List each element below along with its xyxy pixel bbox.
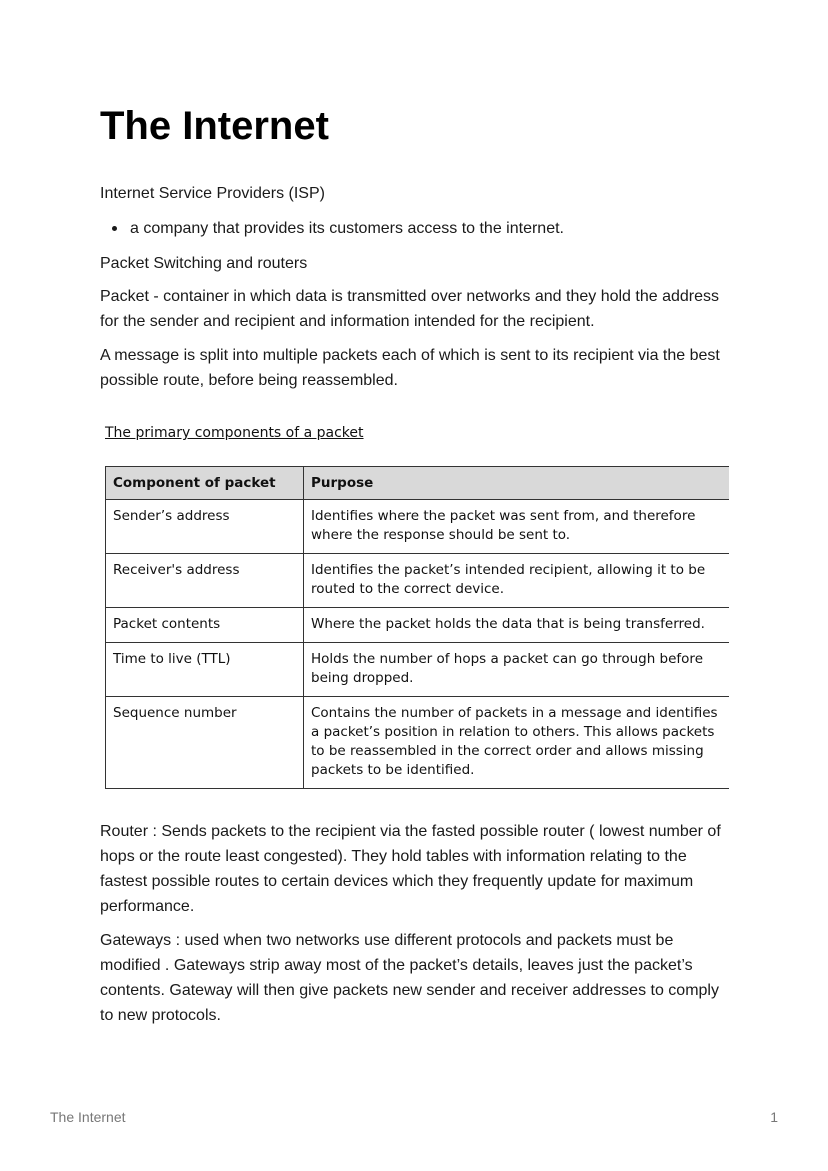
- cell-purpose: Where the packet holds the data that is being transferred.: [304, 608, 730, 643]
- isp-bullet-list: [110, 216, 730, 241]
- table-caption: The primary components of a packet: [105, 425, 364, 441]
- cell-component: Receiver's address: [106, 554, 304, 608]
- footer-title: The Internet: [50, 1109, 126, 1125]
- cell-purpose: Contains the number of packets in a message and identifies a packet’s position in relation to others. This allows packets to be reassembled in the correct order and allows missing packets to be identified.: [304, 697, 730, 789]
- packet-heading: Packet Switching and routers: [100, 255, 308, 272]
- cell-component: Sender’s address: [106, 500, 304, 554]
- header-purpose: Purpose: [304, 467, 730, 500]
- isp-heading: Internet Service Providers (ISP): [100, 185, 325, 202]
- message-paragraph: A message is split into multiple packets each of which is sent to its recipient via the best possible route, before being reassembled.: [100, 347, 720, 389]
- table-row: [106, 608, 730, 643]
- cell-purpose: Identifies where the packet was sent from, and therefore where the response should be sent to.: [304, 500, 730, 554]
- cell-component: Time to live (TTL): [106, 643, 304, 697]
- cell-purpose: Holds the number of hops a packet can go through before being dropped.: [304, 643, 730, 697]
- table-row: [106, 500, 730, 554]
- table-row: [106, 697, 730, 789]
- table-row: [106, 643, 730, 697]
- bullet-icon: [112, 226, 117, 231]
- gateways-paragraph: Gateways : used when two networks use different protocols and packets must be modified . Gateways strip away most of the packet’s details, leaves just the packet’s contents. Gateway will then give packets new sender and receiver addresses to comply to new protocols.: [100, 932, 719, 1024]
- router-paragraph: Router : Sends packets to the recipient via the fasted possible router ( lowest number of hops or the route least congested). They hold tables with information relating to the fastest possible routes to certain devices which they frequently update for maximum performance.: [100, 823, 721, 915]
- page-number: 1: [770, 1109, 778, 1125]
- page-title: The Internet: [100, 104, 329, 148]
- cell-purpose: Identifies the packet’s intended recipient, allowing it to be routed to the correct device.: [304, 554, 730, 608]
- cell-component: Sequence number: [106, 697, 304, 789]
- table-row: [106, 554, 730, 608]
- list-item: [110, 216, 730, 241]
- cell-component: Packet contents: [106, 608, 304, 643]
- isp-bullet-text: a company that provides its customers access to the internet.: [130, 220, 564, 237]
- packet-definition: Packet - container in which data is transmitted over networks and they hold the address for the sender and recipient and information intended for the recipient.: [100, 288, 719, 330]
- table-header-row: [106, 467, 730, 500]
- packet-components-table: [105, 466, 729, 789]
- header-component: Component of packet: [106, 467, 304, 500]
